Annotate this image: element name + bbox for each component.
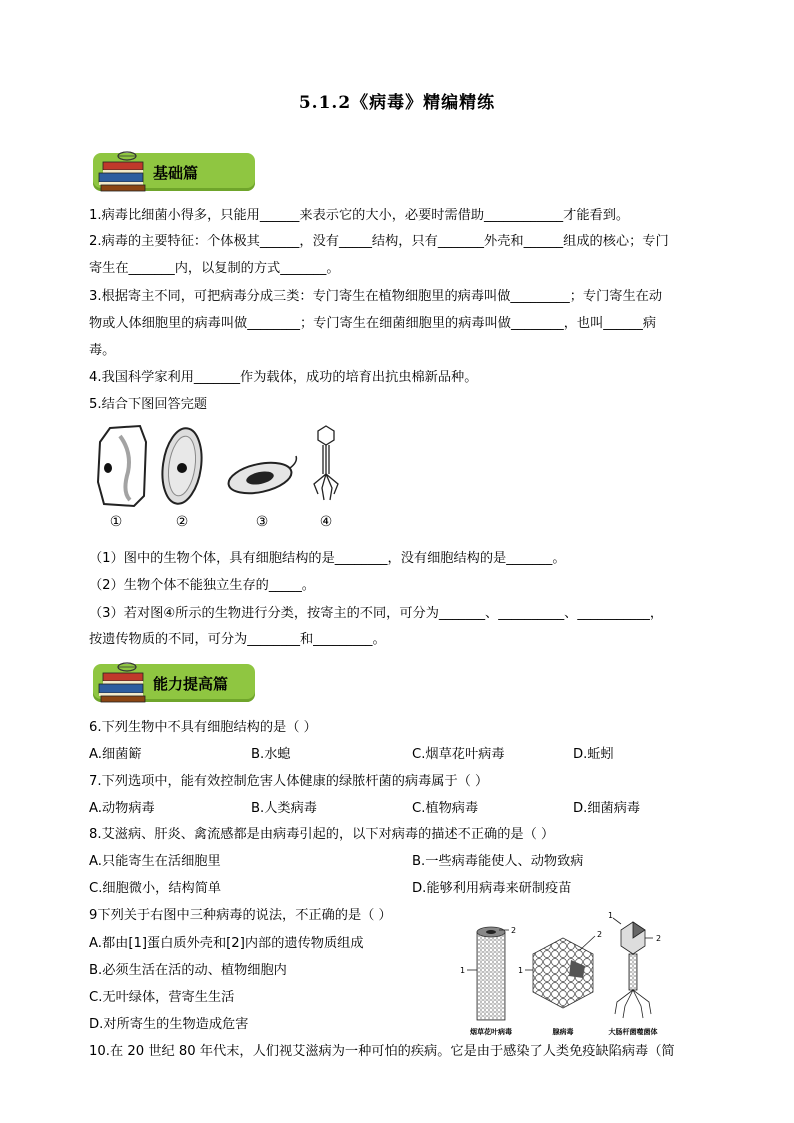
plant-cell-drawing <box>98 426 146 506</box>
q8-option-d: D.能够利用病毒来研制疫苗 <box>412 881 572 896</box>
adeno-mark-2: 2 <box>597 930 603 939</box>
question-2-line1: 2.病毒的主要特征：个体极其______，没有_____结构，只有_______外壳和______组成的核心；专门 <box>89 234 669 249</box>
q7-option-b: B.人类病毒 <box>251 801 317 816</box>
section-title: 基础篇 <box>153 164 199 182</box>
q8-option-c: C.细胞微小，结构简单 <box>89 881 222 896</box>
caption-tmv: 烟草花叶病毒 <box>470 1028 512 1036</box>
question-3-line3: 毒。 <box>89 343 116 358</box>
question-8: 8.艾滋病、肝炎、禽流感都是由病毒引起的，以下对病毒的描述不正确的是（ ） <box>89 827 555 842</box>
phage-mark-1: 1 <box>608 911 614 920</box>
question-4: 4.我国科学家利用_______作为载体，成功的培育出抗虫棉新品种。 <box>89 370 478 385</box>
tmv-mark-1: 1 <box>460 966 466 975</box>
q6-option-b: B.水螅 <box>251 747 291 762</box>
question-10: 10.在 20 世纪 80 年代末，人们视艾滋病为一种可怕的疾病。它是由于感染了人类免疫缺陷病毒（简 <box>89 1044 675 1059</box>
books-icon <box>97 661 149 703</box>
section-banner-advanced <box>93 661 255 703</box>
figure-label-2: ② <box>175 514 189 530</box>
adeno-mark-1: 1 <box>518 966 524 975</box>
phage-drawing <box>314 426 338 500</box>
caption-phage: 大肠杆菌噬菌体 <box>608 1028 658 1036</box>
q7-option-d: D.细菌病毒 <box>573 801 641 816</box>
question-5: 5.结合下图回答完题 <box>89 397 208 412</box>
tobacco-mosaic-virus-drawing <box>467 927 509 1020</box>
q8-option-b: B.一些病毒能使人、动物致病 <box>412 854 584 869</box>
bacteriophage-drawing <box>613 918 653 1018</box>
page-title: 5.1.2《病毒》精编精练 <box>298 93 496 113</box>
question-9: 9下列关于右图中三种病毒的说法，不正确的是（ ） <box>89 908 392 923</box>
adenovirus-drawing <box>525 936 595 1008</box>
question-2-line2: 寄生在_______内，以复制的方式_______。 <box>89 261 340 276</box>
animal-cell-drawing <box>158 426 206 507</box>
question-5-part3-line2: 按遗传物质的不同，可分为________和_________。 <box>89 632 386 647</box>
figure-label-3: ③ <box>255 514 269 530</box>
section-banner-basic <box>93 150 255 192</box>
virus-figure <box>455 910 670 1038</box>
question-5-part1: （1）图中的生物个体，具有细胞结构的是________，没有细胞结构的是_______。 <box>89 551 566 566</box>
question-3-line1: 3.根据寄主不同，可把病毒分成三类：专门寄生在植物细胞里的病毒叫做_________；专门寄生在动 <box>89 289 663 304</box>
question-5-part3-line1: （3）若对图④所示的生物进行分类，按寄主的不同，可分为_______、__________、___________， <box>89 606 664 621</box>
bacterium-drawing <box>226 456 297 498</box>
figure-label-1: ① <box>109 514 123 530</box>
q9-option-a: A.都由[1]蛋白质外壳和[2]内部的遗传物质组成 <box>89 936 364 951</box>
tmv-mark-2: 2 <box>511 926 517 935</box>
phage-mark-2: 2 <box>656 934 662 943</box>
question-1: 1.病毒比细菌小得多，只能用______来表示它的大小，必要时需借助____________才能看到。 <box>89 208 630 223</box>
q8-option-a: A.只能寄生在活细胞里 <box>89 854 221 869</box>
books-icon <box>97 150 149 192</box>
question-6: 6.下列生物中不具有细胞结构的是（ ） <box>89 720 317 735</box>
q9-option-c: C.无叶绿体，营寄生生活 <box>89 990 235 1005</box>
q6-option-a: A.细菌簖 <box>89 747 142 762</box>
section-title: 能力提高篇 <box>153 675 229 693</box>
caption-adenovirus: 腺病毒 <box>552 1028 574 1036</box>
q6-option-d: D.蚯蚓 <box>573 747 614 762</box>
question-7: 7.下列选项中，能有效控制危害人体健康的绿脓杆菌的病毒属于（ ） <box>89 774 489 789</box>
question-5-part2: （2）生物个体不能独立生存的_____。 <box>89 578 315 593</box>
q9-option-b: B.必须生活在活的动、植物细胞内 <box>89 963 287 978</box>
q7-option-c: C.植物病毒 <box>412 801 479 816</box>
q6-option-c: C.烟草花叶病毒 <box>412 747 505 762</box>
q7-option-a: A.动物病毒 <box>89 801 155 816</box>
cell-figure <box>92 422 352 534</box>
figure-label-4: ④ <box>319 514 333 530</box>
question-3-line2: 物或人体细胞里的病毒叫做________；专门寄生在细菌细胞里的病毒叫做________，也叫______病 <box>89 316 657 331</box>
q9-option-d: D.对所寄生的生物造成危害 <box>89 1017 249 1032</box>
